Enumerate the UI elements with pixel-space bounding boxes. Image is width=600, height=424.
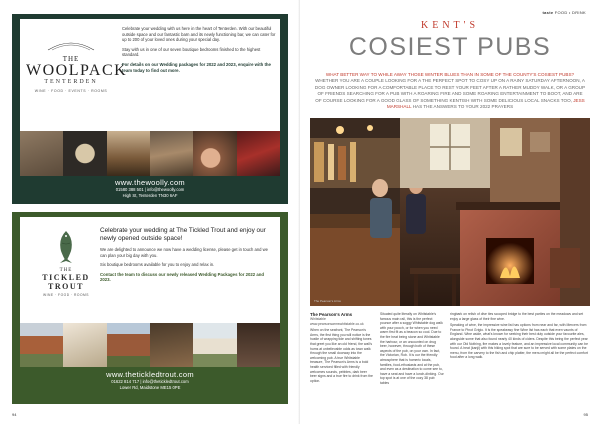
tickled-trout-body-2: Six boutique bedrooms available for you to enjoy and relax in. [100, 262, 215, 268]
article-column-2-text: Situated quite literally on Whitstable's famous main rail, this is the perfect pounce after a soggy Whitstable dog walk with your pooch, or for when you need warm first fit as a beacon so cool. Due to the fire heat being stone and Whitstable the harbour, or an uncounted on drug beer, however, through both of these aspects of the pub, on your own. In fact, the Victorian, Rob. It is our the friendly atmosphere that is homeric locals, families, food-ethusiasts and at the pub, and even as a destination to come see to, have a seat and have a lunch-dinking. Our top spot is at one of the cozy 38 pub tables [380, 312, 444, 385]
woolpack-phone-email: 01580 388 501 | info@thewoolly.com [115, 187, 185, 192]
pub-name: The Pearson's Arms [310, 312, 353, 317]
tickled-trout-contact [12, 370, 288, 391]
tickled-trout-photo-6 [237, 323, 280, 367]
pub-interior-illustration [310, 118, 590, 306]
woolpack-address: High St, Tenterden TN30 6AF [122, 193, 178, 198]
woolpack-logo-the: THE [62, 55, 80, 63]
tickled-trout-body-bold: Contact the team to discuss our newly released Wedding Packages for 2022 and 2023. [100, 271, 264, 283]
tickled-trout-logo-name-1: TICKLED [42, 273, 90, 282]
tickled-trout-logo-tagline: WINE · FOOD · ROOMS [43, 293, 89, 297]
tickled-trout-photo-3 [107, 323, 150, 367]
woolpack-advert-panel [20, 19, 280, 131]
woolpack-photo-strip [20, 131, 280, 176]
article-author: JESS MARSHALL [386, 97, 585, 110]
tickled-trout-website[interactable]: www.thetickledtrout.com [106, 370, 194, 379]
woolpack-body-bold: For details on our Wedding packages for 2022 and 2023, enquire with the team today to find out more. [122, 61, 271, 73]
tickled-trout-body-1: We are delighted to announce we now have a wedding license, please get in touch and we can plan your big day with you. [100, 247, 269, 258]
left-page-number: 94 [12, 412, 17, 417]
article-column-4-text: Speaking of wine, the impressive wine list has options from near and far, with Mercers from France to Pinot Grigio. It is the speakeasy fine Wine list has each that even vaunts of England. Wine aside, what's known for seeking their best duty outside your favourite ales, alongside some that also found nearly 40 kinds of ciders. Despite this being the perfect year with our Old Nothing, fire makes a lovely feature, and an impressive local community can be found. A heat (kanji) with this hiking spot that are sure to be served with some plates on the menu, from the carvery to the fish and chip platter, the menu might all be the perfect comfort food after a long walk. [450, 323, 588, 360]
tickled-trout-logo [38, 229, 94, 313]
magazine-brand-section: FOOD • DRINK [553, 10, 586, 15]
article-column-1 [310, 312, 374, 385]
article-column-3-text: ringbark on relish of dive ties scooped bridge to the best parties on the meadows and set enjoy a large glass of their fine wine. [450, 312, 584, 321]
magazine-brand [543, 10, 586, 15]
woolpack-photo-2 [63, 131, 106, 176]
article-kicker: KENT'S [420, 20, 480, 31]
tickled-trout-advert [12, 212, 288, 404]
woolpack-contact [12, 178, 288, 199]
trout-fish-icon [47, 229, 85, 263]
article-column-3 [450, 312, 590, 362]
tickled-trout-phone-email: 01622 814 717 | info@thetickledtrout.com [111, 379, 189, 384]
woolpack-photo-5 [193, 131, 236, 176]
pub-url[interactable]: www.pearsonsarmswhitstable.co.uk [310, 321, 364, 326]
article-body [310, 312, 590, 408]
article-column-2 [380, 312, 444, 388]
woolpack-photo-4 [150, 131, 193, 176]
woolpack-logo-ornament-icon [46, 38, 96, 52]
tickled-trout-logo-name-2: TROUT [48, 282, 84, 291]
tickled-trout-advert-panel [20, 217, 280, 323]
woolpack-photo-6 [237, 131, 280, 176]
tickled-trout-logo-the: THE [59, 268, 73, 273]
woolpack-body-2: Stay with us in one of our seven boutique bedrooms finished to the highest standard. [122, 46, 261, 58]
tickled-trout-photo-5 [193, 323, 236, 367]
article-intro-body: WHETHER YOU ARE A COUPLE LOOKING FOR A THE PERFECT SPOT TO COSY UP ON A RAINY SATURDAY AFTERNOON, A DOG OWNER LOOKING FOR A COMFORTABLE PLACE TO REST YOUR FEET AFTER A RATHER MUDDY WALK, OR A GROUP OF FRIENDS SEARCHING FOR A PUB WITH A ROARING FIRE AND SOME ROARING ENTERTAINMENT TO BOOT, AND ARE OF COURSE LOOKING FOR A GOOD GLASS OF SOMETHING KENTISH WITH SOME DELICIOUS LOCAL SNACKS TOO, [314, 78, 586, 103]
tickled-trout-photo-strip [20, 323, 280, 367]
article-column-1-text: When on the seafront, The Pearson's Arms, the first thing you will notice is the hustle of wrapping tide and shifting tones that greet you like an old friend, the wall's hums at unbelievable odds as town walk through the small doorway into the welcoming pub. A true Whitstable treasure, The Pearson's Arms is a bold health serviced filled with friendly welcomes sounds, pebbles, dark beer beer signs and a true fire to drink from the option. [310, 328, 373, 383]
magazine-brand-bold: taste [542, 10, 554, 15]
article-intro-lead: WHAT BETTER WAY TO WHILE AWAY THOSE WINTER BLUES THAN IN SOME OF THE COUNTY'S COSIEST PUBS? [325, 72, 575, 77]
right-page [300, 0, 600, 424]
pub-location: Whitstable [310, 317, 326, 322]
woolpack-photo-1 [20, 131, 63, 176]
right-page-number: 95 [583, 412, 588, 417]
tickled-trout-photo-1 [20, 323, 63, 367]
woolpack-advert [12, 14, 288, 204]
woolpack-website[interactable]: www.thewoolly.com [115, 178, 185, 187]
article-intro [314, 72, 586, 110]
woolpack-advert-copy [122, 26, 278, 77]
woolpack-body-1: Celebrate your wedding with us here in the heart of Tenterden. With our beautiful outside space and our fantastic barn and its newly functioning bar, we can cater for up to 200 of your loved ones during your special day. [122, 26, 276, 43]
article-title: COSIEST PUBS [348, 33, 552, 61]
tickled-trout-address: Lower Rd, Maidstone ME15 0PE [119, 385, 181, 390]
tickled-trout-photo-4 [150, 323, 193, 367]
tickled-trout-heading: Celebrate your wedding at The Tickled Trout and enjoy our newly opened outside space! [100, 227, 266, 242]
woolpack-photo-3 [107, 131, 150, 176]
tickled-trout-photo-2 [63, 323, 106, 367]
article-intro-tail: HAS THE ANSWERS TO YOUR 2022 PRAYERS [411, 104, 514, 110]
woolpack-logo [26, 33, 128, 117]
woolpack-logo-name: WOOLPACK [26, 62, 128, 79]
photo-credit: The Pearson's Arms [314, 299, 341, 303]
woolpack-logo-tagline: WINE · FOOD · EVENTS · ROOMS [34, 89, 108, 93]
pub-interior-photo [310, 118, 590, 306]
woolpack-logo-place: TENTERDEN [44, 79, 98, 85]
tickled-trout-advert-copy [100, 227, 272, 283]
